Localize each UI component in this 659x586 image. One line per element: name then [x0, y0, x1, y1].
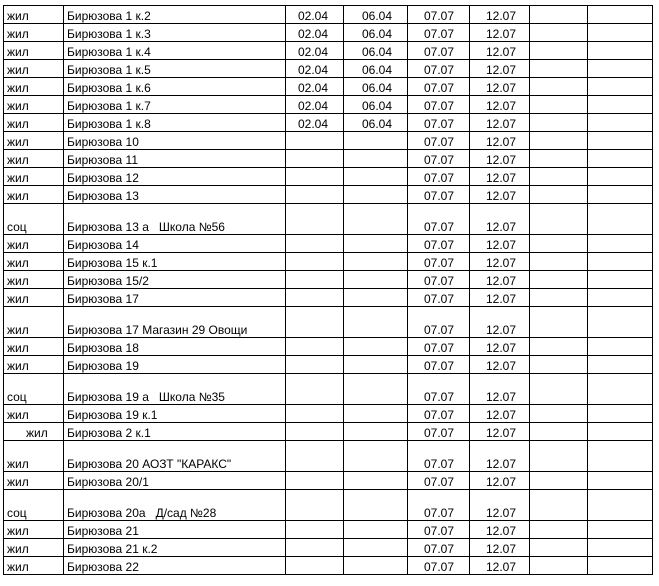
building-type-cell: жил — [4, 521, 64, 539]
address-cell: Бирюзова 15/2 — [64, 271, 286, 289]
address-cell: Бирюзова 1 к.4 — [64, 42, 286, 60]
empty-cell — [588, 168, 653, 186]
empty-cell — [530, 356, 588, 374]
date-cell: 07.07 — [408, 405, 470, 423]
empty-cell — [588, 204, 653, 235]
date-cell — [344, 441, 408, 472]
date-cell: 02.04 — [286, 60, 344, 78]
building-type-cell: жил — [4, 338, 64, 356]
building-type-cell: соц — [4, 204, 64, 235]
address-cell: Бирюзова 1 к.8 — [64, 114, 286, 132]
date-cell — [344, 423, 408, 441]
date-cell: 07.07 — [408, 557, 470, 575]
table-row — [4, 96, 653, 114]
date-cell: 07.07 — [408, 472, 470, 490]
table-row — [4, 186, 653, 204]
date-cell: 07.07 — [408, 24, 470, 42]
date-cell: 07.07 — [408, 186, 470, 204]
table-row — [4, 289, 653, 307]
building-type-cell: жил — [4, 271, 64, 289]
date-cell: 12.07 — [470, 289, 530, 307]
date-cell — [286, 338, 344, 356]
date-cell: 12.07 — [470, 405, 530, 423]
empty-cell — [588, 6, 653, 24]
date-cell — [286, 168, 344, 186]
date-cell: 02.04 — [286, 24, 344, 42]
table-row — [4, 150, 653, 168]
date-cell — [344, 307, 408, 338]
empty-cell — [588, 441, 653, 472]
date-cell — [286, 490, 344, 521]
table-row — [4, 441, 653, 472]
empty-cell — [530, 6, 588, 24]
date-cell: 06.04 — [344, 114, 408, 132]
building-type-cell: жил — [4, 441, 64, 472]
date-cell — [286, 132, 344, 150]
date-cell — [344, 521, 408, 539]
date-cell: 12.07 — [470, 271, 530, 289]
date-cell: 07.07 — [408, 253, 470, 271]
empty-cell — [588, 338, 653, 356]
empty-cell — [530, 307, 588, 338]
empty-cell — [530, 60, 588, 78]
date-cell — [286, 539, 344, 557]
empty-cell — [588, 235, 653, 253]
address-cell: Бирюзова 20а Д/сад №28 — [64, 490, 286, 521]
building-type-cell: жил — [4, 78, 64, 96]
building-type-cell: жил — [4, 42, 64, 60]
table-row — [4, 42, 653, 60]
empty-cell — [530, 168, 588, 186]
building-type-cell: жил — [4, 307, 64, 338]
date-cell — [344, 186, 408, 204]
empty-cell — [588, 186, 653, 204]
date-cell: 12.07 — [470, 356, 530, 374]
date-cell: 12.07 — [470, 253, 530, 271]
building-type-cell: жил — [4, 6, 64, 24]
date-cell: 07.07 — [408, 42, 470, 60]
empty-cell — [530, 490, 588, 521]
date-cell — [286, 472, 344, 490]
date-cell — [286, 356, 344, 374]
date-cell — [344, 132, 408, 150]
date-cell — [344, 204, 408, 235]
date-cell: 07.07 — [408, 60, 470, 78]
date-cell: 12.07 — [470, 6, 530, 24]
table-row — [4, 307, 653, 338]
date-cell — [286, 289, 344, 307]
building-type-cell: жил — [4, 356, 64, 374]
date-cell: 07.07 — [408, 490, 470, 521]
date-cell: 12.07 — [470, 307, 530, 338]
empty-cell — [530, 114, 588, 132]
date-cell — [286, 557, 344, 575]
date-cell: 02.04 — [286, 6, 344, 24]
table-row — [4, 132, 653, 150]
address-cell: Бирюзова 15 к.1 — [64, 253, 286, 271]
date-cell: 07.07 — [408, 521, 470, 539]
table-row — [4, 356, 653, 374]
date-cell: 07.07 — [408, 168, 470, 186]
table-row — [4, 423, 653, 441]
building-type-cell: жил — [4, 289, 64, 307]
address-cell: Бирюзова 1 к.7 — [64, 96, 286, 114]
date-cell: 07.07 — [408, 78, 470, 96]
date-cell: 07.07 — [408, 96, 470, 114]
date-cell — [344, 490, 408, 521]
address-cell: Бирюзова 13 — [64, 186, 286, 204]
date-cell: 12.07 — [470, 78, 530, 96]
empty-cell — [530, 338, 588, 356]
address-cell: Бирюзова 2 к.1 — [64, 423, 286, 441]
empty-cell — [588, 114, 653, 132]
empty-cell — [588, 557, 653, 575]
date-cell — [286, 405, 344, 423]
date-cell — [344, 338, 408, 356]
date-cell: 12.07 — [470, 132, 530, 150]
address-cell: Бирюзова 13 а Школа №56 — [64, 204, 286, 235]
empty-cell — [530, 289, 588, 307]
date-cell — [286, 271, 344, 289]
address-cell: Бирюзова 22 — [64, 557, 286, 575]
empty-cell — [588, 521, 653, 539]
empty-cell — [588, 132, 653, 150]
date-cell: 12.07 — [470, 539, 530, 557]
building-type-cell: жил — [4, 472, 64, 490]
empty-cell — [530, 96, 588, 114]
date-cell: 07.07 — [408, 356, 470, 374]
empty-cell — [530, 271, 588, 289]
address-cell: Бирюзова 19 к.1 — [64, 405, 286, 423]
address-cell: Бирюзова 11 — [64, 150, 286, 168]
date-cell: 07.07 — [408, 423, 470, 441]
building-type-cell: жил — [4, 132, 64, 150]
date-cell: 07.07 — [408, 289, 470, 307]
date-cell — [344, 356, 408, 374]
date-cell: 07.07 — [408, 132, 470, 150]
building-type-cell: жил — [4, 60, 64, 78]
empty-cell — [588, 271, 653, 289]
table-row — [4, 374, 653, 405]
building-type-cell: соц — [4, 490, 64, 521]
date-cell: 06.04 — [344, 96, 408, 114]
empty-cell — [588, 150, 653, 168]
address-cell: Бирюзова 1 к.6 — [64, 78, 286, 96]
date-cell — [286, 204, 344, 235]
date-cell: 07.07 — [408, 441, 470, 472]
building-type-cell: жил — [4, 114, 64, 132]
date-cell: 12.07 — [470, 441, 530, 472]
date-cell — [344, 168, 408, 186]
building-type-cell: соц — [4, 374, 64, 405]
date-cell: 02.04 — [286, 114, 344, 132]
date-cell — [344, 271, 408, 289]
date-cell — [344, 374, 408, 405]
date-cell — [344, 472, 408, 490]
date-cell: 12.07 — [470, 521, 530, 539]
date-cell: 12.07 — [470, 186, 530, 204]
empty-cell — [530, 253, 588, 271]
date-cell: 12.07 — [470, 423, 530, 441]
address-cell: Бирюзова 17 Магазин 29 Овощи — [64, 307, 286, 338]
address-cell: Бирюзова 14 — [64, 235, 286, 253]
address-cell: Бирюзова 20 АОЗТ "КАРАКС" — [64, 441, 286, 472]
table-row — [4, 204, 653, 235]
empty-cell — [530, 132, 588, 150]
table-row — [4, 271, 653, 289]
empty-cell — [588, 405, 653, 423]
date-cell — [344, 289, 408, 307]
empty-cell — [530, 24, 588, 42]
building-type-cell: жил — [4, 150, 64, 168]
empty-cell — [588, 78, 653, 96]
address-cell: Бирюзова 12 — [64, 168, 286, 186]
date-cell — [286, 235, 344, 253]
table-row — [4, 24, 653, 42]
empty-cell — [588, 356, 653, 374]
date-cell: 07.07 — [408, 539, 470, 557]
date-cell: 07.07 — [408, 338, 470, 356]
building-type-cell: жил — [4, 253, 64, 271]
schedule-table — [3, 5, 653, 575]
schedule-table-body — [4, 6, 653, 575]
date-cell: 12.07 — [470, 150, 530, 168]
table-row — [4, 557, 653, 575]
empty-cell — [530, 204, 588, 235]
table-row — [4, 490, 653, 521]
table-row — [4, 253, 653, 271]
date-cell: 07.07 — [408, 374, 470, 405]
table-row — [4, 168, 653, 186]
building-type-cell: жил — [4, 423, 64, 441]
building-type-cell: жил — [4, 24, 64, 42]
date-cell: 06.04 — [344, 6, 408, 24]
building-type-cell: жил — [4, 186, 64, 204]
date-cell: 06.04 — [344, 60, 408, 78]
date-cell — [344, 539, 408, 557]
table-row — [4, 521, 653, 539]
empty-cell — [588, 60, 653, 78]
empty-cell — [588, 289, 653, 307]
address-cell: Бирюзова 1 к.3 — [64, 24, 286, 42]
address-cell: Бирюзова 1 к.5 — [64, 60, 286, 78]
date-cell — [286, 307, 344, 338]
address-cell: Бирюзова 1 к.2 — [64, 6, 286, 24]
date-cell — [286, 441, 344, 472]
empty-cell — [588, 374, 653, 405]
date-cell: 07.07 — [408, 235, 470, 253]
date-cell: 12.07 — [470, 42, 530, 60]
empty-cell — [588, 539, 653, 557]
date-cell: 12.07 — [470, 472, 530, 490]
table-row — [4, 472, 653, 490]
date-cell — [286, 374, 344, 405]
date-cell: 07.07 — [408, 150, 470, 168]
date-cell: 06.04 — [344, 42, 408, 60]
date-cell — [286, 253, 344, 271]
date-cell: 02.04 — [286, 42, 344, 60]
empty-cell — [588, 24, 653, 42]
building-type-cell: жил — [4, 235, 64, 253]
empty-cell — [530, 441, 588, 472]
empty-cell — [588, 307, 653, 338]
empty-cell — [588, 42, 653, 60]
date-cell: 06.04 — [344, 78, 408, 96]
empty-cell — [530, 235, 588, 253]
date-cell: 12.07 — [470, 96, 530, 114]
date-cell — [344, 557, 408, 575]
empty-cell — [530, 78, 588, 96]
empty-cell — [530, 405, 588, 423]
date-cell — [286, 150, 344, 168]
date-cell: 12.07 — [470, 60, 530, 78]
date-cell: 06.04 — [344, 24, 408, 42]
empty-cell — [588, 96, 653, 114]
building-type-cell: жил — [4, 96, 64, 114]
date-cell — [344, 235, 408, 253]
date-cell: 07.07 — [408, 204, 470, 235]
empty-cell — [588, 423, 653, 441]
date-cell: 02.04 — [286, 96, 344, 114]
empty-cell — [588, 253, 653, 271]
address-cell: Бирюзова 21 к.2 — [64, 539, 286, 557]
date-cell — [344, 150, 408, 168]
date-cell: 12.07 — [470, 490, 530, 521]
date-cell: 02.04 — [286, 78, 344, 96]
date-cell: 07.07 — [408, 114, 470, 132]
date-cell: 12.07 — [470, 204, 530, 235]
date-cell — [286, 186, 344, 204]
date-cell: 07.07 — [408, 271, 470, 289]
date-cell: 07.07 — [408, 307, 470, 338]
date-cell — [286, 521, 344, 539]
address-cell: Бирюзова 20/1 — [64, 472, 286, 490]
building-type-cell: жил — [4, 539, 64, 557]
building-type-cell: жил — [4, 557, 64, 575]
empty-cell — [530, 423, 588, 441]
table-row — [4, 539, 653, 557]
building-type-cell: жил — [4, 168, 64, 186]
empty-cell — [530, 186, 588, 204]
date-cell: 12.07 — [470, 557, 530, 575]
table-row — [4, 6, 653, 24]
date-cell — [286, 423, 344, 441]
table-row — [4, 338, 653, 356]
date-cell: 12.07 — [470, 235, 530, 253]
table-row — [4, 114, 653, 132]
empty-cell — [530, 150, 588, 168]
empty-cell — [588, 490, 653, 521]
address-cell: Бирюзова 21 — [64, 521, 286, 539]
table-row — [4, 60, 653, 78]
empty-cell — [530, 42, 588, 60]
date-cell: 07.07 — [408, 6, 470, 24]
empty-cell — [530, 374, 588, 405]
table-row — [4, 78, 653, 96]
empty-cell — [530, 557, 588, 575]
address-cell: Бирюзова 19 а Школа №35 — [64, 374, 286, 405]
address-cell: Бирюзова 19 — [64, 356, 286, 374]
empty-cell — [588, 472, 653, 490]
table-row — [4, 405, 653, 423]
empty-cell — [530, 521, 588, 539]
building-type-cell: жил — [4, 405, 64, 423]
table-row — [4, 235, 653, 253]
date-cell — [344, 253, 408, 271]
date-cell: 12.07 — [470, 168, 530, 186]
address-cell: Бирюзова 18 — [64, 338, 286, 356]
date-cell: 12.07 — [470, 24, 530, 42]
address-cell: Бирюзова 17 — [64, 289, 286, 307]
date-cell: 12.07 — [470, 114, 530, 132]
empty-cell — [530, 472, 588, 490]
date-cell: 12.07 — [470, 374, 530, 405]
date-cell — [344, 405, 408, 423]
date-cell: 12.07 — [470, 338, 530, 356]
empty-cell — [530, 539, 588, 557]
address-cell: Бирюзова 10 — [64, 132, 286, 150]
